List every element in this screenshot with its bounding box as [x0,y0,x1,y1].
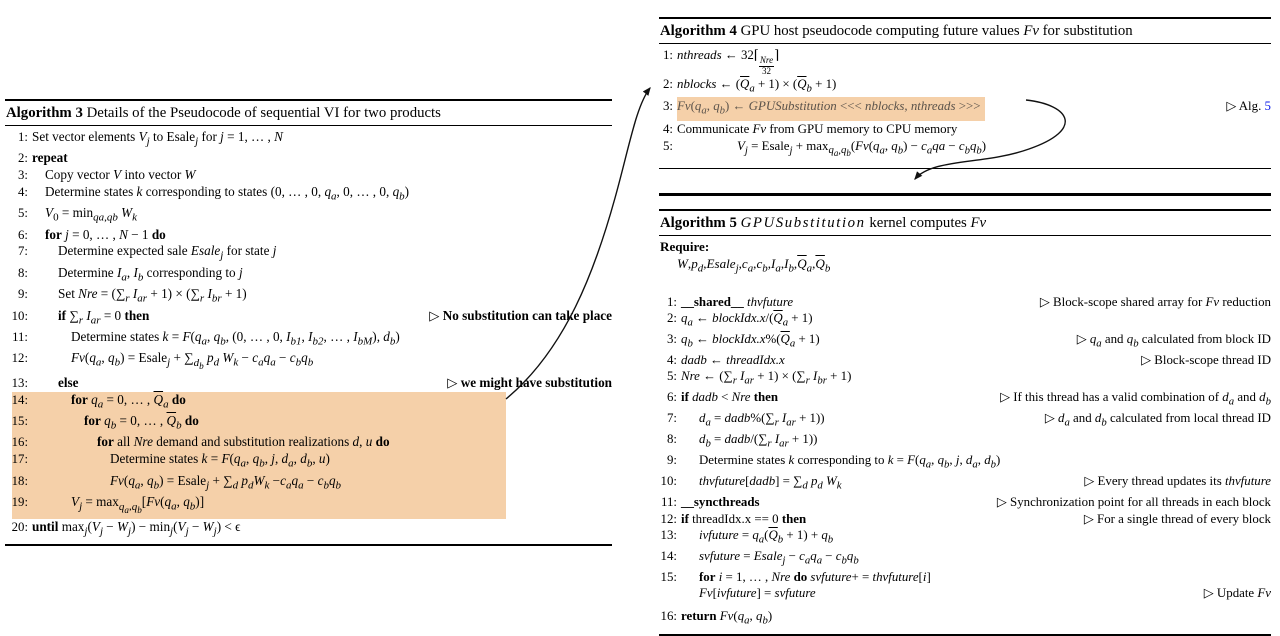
line-code: Fv[ivfuture] = svfuture [699,586,816,601]
line-code: $d_a$ = $dadb\%(\sum_r$ $I_{ar} + 1$)) [699,411,825,429]
line-code: nblocks ← $(\overline{Q}_a + 1) \times (\overline{Q}_b + 1)$ [677,77,837,96]
pseudocode-line [659,527,1271,548]
line-code: svfuture = Esale$_j$ − $c_aq_a - c_bq_b$ [699,549,859,567]
line-number: 15: [11,414,28,429]
pseudocode-line [5,451,612,472]
line-number: 3: [662,99,673,114]
pseudocode-line [659,511,1271,527]
line-number: 1: [662,48,673,62]
line-code: nthreads ← 32⌈ $\frac{\text{Nre}}{32}$ ⌉ [677,48,780,76]
line-code: $d_b$ = dadb/($\sum_r$ $I_{ar} + 1$)) [699,432,818,450]
algorithm-3-title [5,99,612,126]
line-code: for j = 0, … , N − 1 do [45,226,166,242]
algorithm-4-label: Algorithm 4 [660,23,737,39]
spacer [659,278,1271,291]
line-number: 3: [666,332,677,346]
pseudocode-line [5,286,612,307]
line-code: Determine states k corresponding to $k = F(q_a$, $q_b$, j, $d_a$, $d_b$) [699,453,1001,471]
line-comment: ▷ Update Fv [1203,586,1271,601]
line-number: 10: [660,474,677,489]
line-number: 11: [661,495,677,510]
pseudocode-line [659,608,1271,629]
pseudocode-line [659,389,1271,410]
line-code: Determine states $k = F(q_a$, $q_b$, j, $d_a$, $d_b$, u) [110,451,330,470]
line-number: 13: [11,375,28,390]
line-comment: ▷ we might have substitution [447,374,612,390]
require-block [659,236,1271,278]
line-number: 15: [660,570,677,585]
line-number: 17: [11,452,28,467]
algorithm-5-label: Algorithm 5 [660,215,737,231]
line-number: 6: [18,227,28,242]
pseudocode-line [5,308,612,329]
require-variables: $W,p_d,Esale_j,c_a,c_b,I_a,I_b,\overline{Q}_a,\overline{Q}_b$ [677,256,831,275]
line-comment: ▷ $q_a$ and $q_b$ calculated from block ID [1076,332,1271,350]
line-number: 1: [666,294,677,309]
pseudocode-line [5,243,612,264]
pseudocode-line [5,350,612,375]
line-number: 4: [18,184,28,199]
line-number: 4: [666,352,677,367]
line-comment: ▷ Synchronization point for all threads in each block [996,495,1271,510]
pseudocode-line [5,329,612,350]
line-number: 3: [18,168,28,183]
line-code: __shared__ thvfuture [681,294,794,309]
line-number: 16: [11,435,28,450]
line-number: 5: [18,206,28,221]
line-number: 13: [660,528,677,543]
line-number: 20: [11,519,28,534]
pseudocode-line [5,265,612,286]
pseudocode-line [5,519,612,540]
algorithm-3-box [5,99,612,546]
line-number: 19: [11,495,28,510]
line-comment: ▷ Block-scope thread ID [1141,352,1271,367]
line-code: repeat [32,150,68,166]
line-code: $V_j = \max_{q_a,q_b}[Fv(q_a$, $q_b$)] [71,494,205,515]
pseudocode-line [659,352,1271,368]
pseudocode-line [659,569,1271,585]
pseudocode-line [659,452,1271,473]
line-number: 5: [662,138,673,153]
line-code: Determine expected sale Esale$_j$ for state j [58,243,277,263]
algorithm-5-lines [659,291,1271,636]
line-code: Determine states $k = F(q_a$, $q_b$, (0, … , 0, $I_{b1}$, $I_{b2}$, … , $I_{bM}$), $d_b$) [71,328,400,348]
pseudocode-line [659,473,1271,494]
line-number: 4: [662,122,673,137]
line-code: $q_b$ ← $blockIdx.x\%(\overline{Q}_a + 1)$ [681,332,820,350]
line-code: $q_a$ ← $blockIdx.x/(\overline{Q}_a + 1)$ [681,311,813,329]
line-code: else [58,374,79,390]
pseudocode-line [659,294,1271,310]
pseudocode-line [5,150,612,167]
line-code: until $\max_j(V_j - W_j) - \min_j(V_j - W_j) < \epsilon$ [32,518,241,538]
line-comment: ▷ Alg. 5 [1226,99,1271,114]
pseudocode-line [659,331,1271,352]
line-number: 9: [18,287,28,302]
line-comment: ▷ For a single thread of every block [1083,511,1271,526]
line-code: Set Nre = ($\sum_r$ $I_{ar} + 1) \times (\sum_r$ $I_{br} + 1$) [58,286,247,305]
pseudocode-line [659,494,1271,510]
pseudocode-line [659,368,1271,389]
algorithm-4-title [659,17,1271,44]
algorithm-4-caption: GPU host pseudocode computing future values Fv for substitution [740,23,1133,39]
line-code: if $\sum_r$ $I_{ar} = 0$ then [58,307,150,327]
line-number: 2: [18,151,28,166]
line-number: 12: [11,351,28,366]
line-code: for $q_a = 0$, … , $\overline{Q}_a$ do [71,391,186,411]
line-code: dadb ← threadIdx.x [681,352,785,367]
line-number: 5: [666,369,677,384]
pseudocode-line [659,585,1271,601]
line-code: if threadIdx.x == 0 then [681,511,807,526]
algorithm-3-caption: Details of the Pseudocode of sequential VI for two products [86,105,441,121]
line-code: $Fv(q_a$, $q_b$) ← GPUSubstitution <<< nblocks, nthreads >>> [677,97,985,121]
line-number: 14: [11,392,28,407]
line-code: thvfuture[dadb] = $\sum_d$ $p_d$ $W_k$ [699,474,842,492]
line-number: 18: [11,473,28,488]
pseudocode-line [5,434,612,451]
line-code: $Fv(q_a$, $q_b$) = Esale$_j$ + $\sum_d$ $p_dW_k -c_aq_a - c_bq_b$ [110,472,342,492]
line-code: ivfuture = $q_a(\overline{Q}_b + 1) + q_b$ [699,528,834,546]
pseudocode-line [659,121,1271,137]
pseudocode-line [659,548,1271,569]
line-comment: ▷ Block-scope shared array for Fv reduction [1039,294,1271,309]
line-code: for $q_b = 0$, … , $\overline{Q}_b$ do [84,413,199,432]
pseudocode-line [5,129,612,150]
pseudocode-line [659,97,1271,121]
pseudocode-line [659,431,1271,452]
line-number: 2: [666,311,677,326]
pseudocode-line [5,392,612,413]
algorithm-5-caption: GPUSubstitution kernel computes Fv [740,215,987,231]
algorithm-3-label: Algorithm 3 [6,105,83,121]
line-code: $Fv(q_a$, $q_b$) = Esale$_j$ + $\sum_{d_b}$ $p_d$ $W_k - c_aq_a - c_bq_b$ [71,350,314,372]
algorithm-5-box [659,193,1271,636]
line-number: 8: [18,265,28,280]
line-number: 6: [666,390,677,405]
pseudocode-line [5,167,612,184]
line-number: 9: [666,453,677,468]
line-code: return $Fv(q_a$, $q_b$) [681,608,773,627]
algorithm-3-lines [5,126,612,546]
line-number: 10: [11,308,28,323]
line-code: __syncthreads [681,495,760,510]
pseudocode-line [5,227,612,244]
line-code: Set vector elements $V_j$ to Esale$_j$ for j = 1, … , N [32,129,283,148]
algorithm-5-title [659,209,1271,236]
line-code: for i = 1, … , Nre do svfuture+ = thvfuture[i] [699,570,931,585]
line-code: Communicate Fv from GPU memory to CPU memory [677,122,958,137]
line-comment: ▷ Every thread updates its thvfuture [1084,474,1271,489]
pseudocode-line [5,413,612,434]
line-number: 14: [660,549,677,564]
pseudocode-line [659,47,1271,76]
pseudocode-line [5,473,612,494]
pseudocode-line [5,205,612,226]
algorithm-4-lines [659,44,1271,169]
pseudocode-line [659,76,1271,97]
line-comment: ▷ $d_a$ and $d_b$ calculated from local thread ID [1044,411,1271,429]
line-number: 11: [12,329,28,344]
line-code: if dadb < Nre then [681,390,779,405]
line-number: 1: [18,130,28,144]
line-code: Copy vector V into vector W [45,167,196,183]
line-code: $V_j$ = Esale$_j$ + $\max_{q_a,q_b}(Fv(q_a$, $q_b) - c_aqa - c_bq_b$) [737,138,987,159]
require-label: Require: [660,239,710,254]
line-comment: ▷ If this thread has a valid combination of $d_a$ and $d_b$ [1000,390,1271,408]
line-comment: ▷ No substitution can take place [429,307,612,323]
algorithm-5-top-rule [659,193,1271,209]
line-code: Nre ← ($\sum_r$ $I_{ar} + 1) \times (\sum_r$ $I_{br} + 1$) [681,369,852,387]
line-code: Determine $I_a$, $I_b$ corresponding to j [58,264,243,284]
algorithm-4-box [659,17,1271,169]
pseudocode-line [5,375,612,392]
pseudocode-line [659,138,1271,162]
pseudocode-line [659,310,1271,331]
line-number: 8: [666,432,677,447]
pseudocode-line [5,184,612,205]
pseudocode-line [5,494,612,519]
line-code: $V_0 = \min_{qa,qb} W_k$ [45,205,138,224]
line-code: for all Nre demand and substitution realizations d, u do [97,434,390,450]
line-number: 12: [660,511,677,526]
line-code: Determine states k corresponding to states (0, … , 0, $q_a$, 0, … , 0, $q_b$) [45,183,410,203]
pseudocode-line [659,410,1271,431]
line-number: 2: [662,77,673,92]
line-number: 7: [666,411,677,426]
alg5-reference-link[interactable]: 5 [1264,99,1271,114]
line-number: 16: [660,608,677,623]
line-number: 7: [18,244,28,259]
